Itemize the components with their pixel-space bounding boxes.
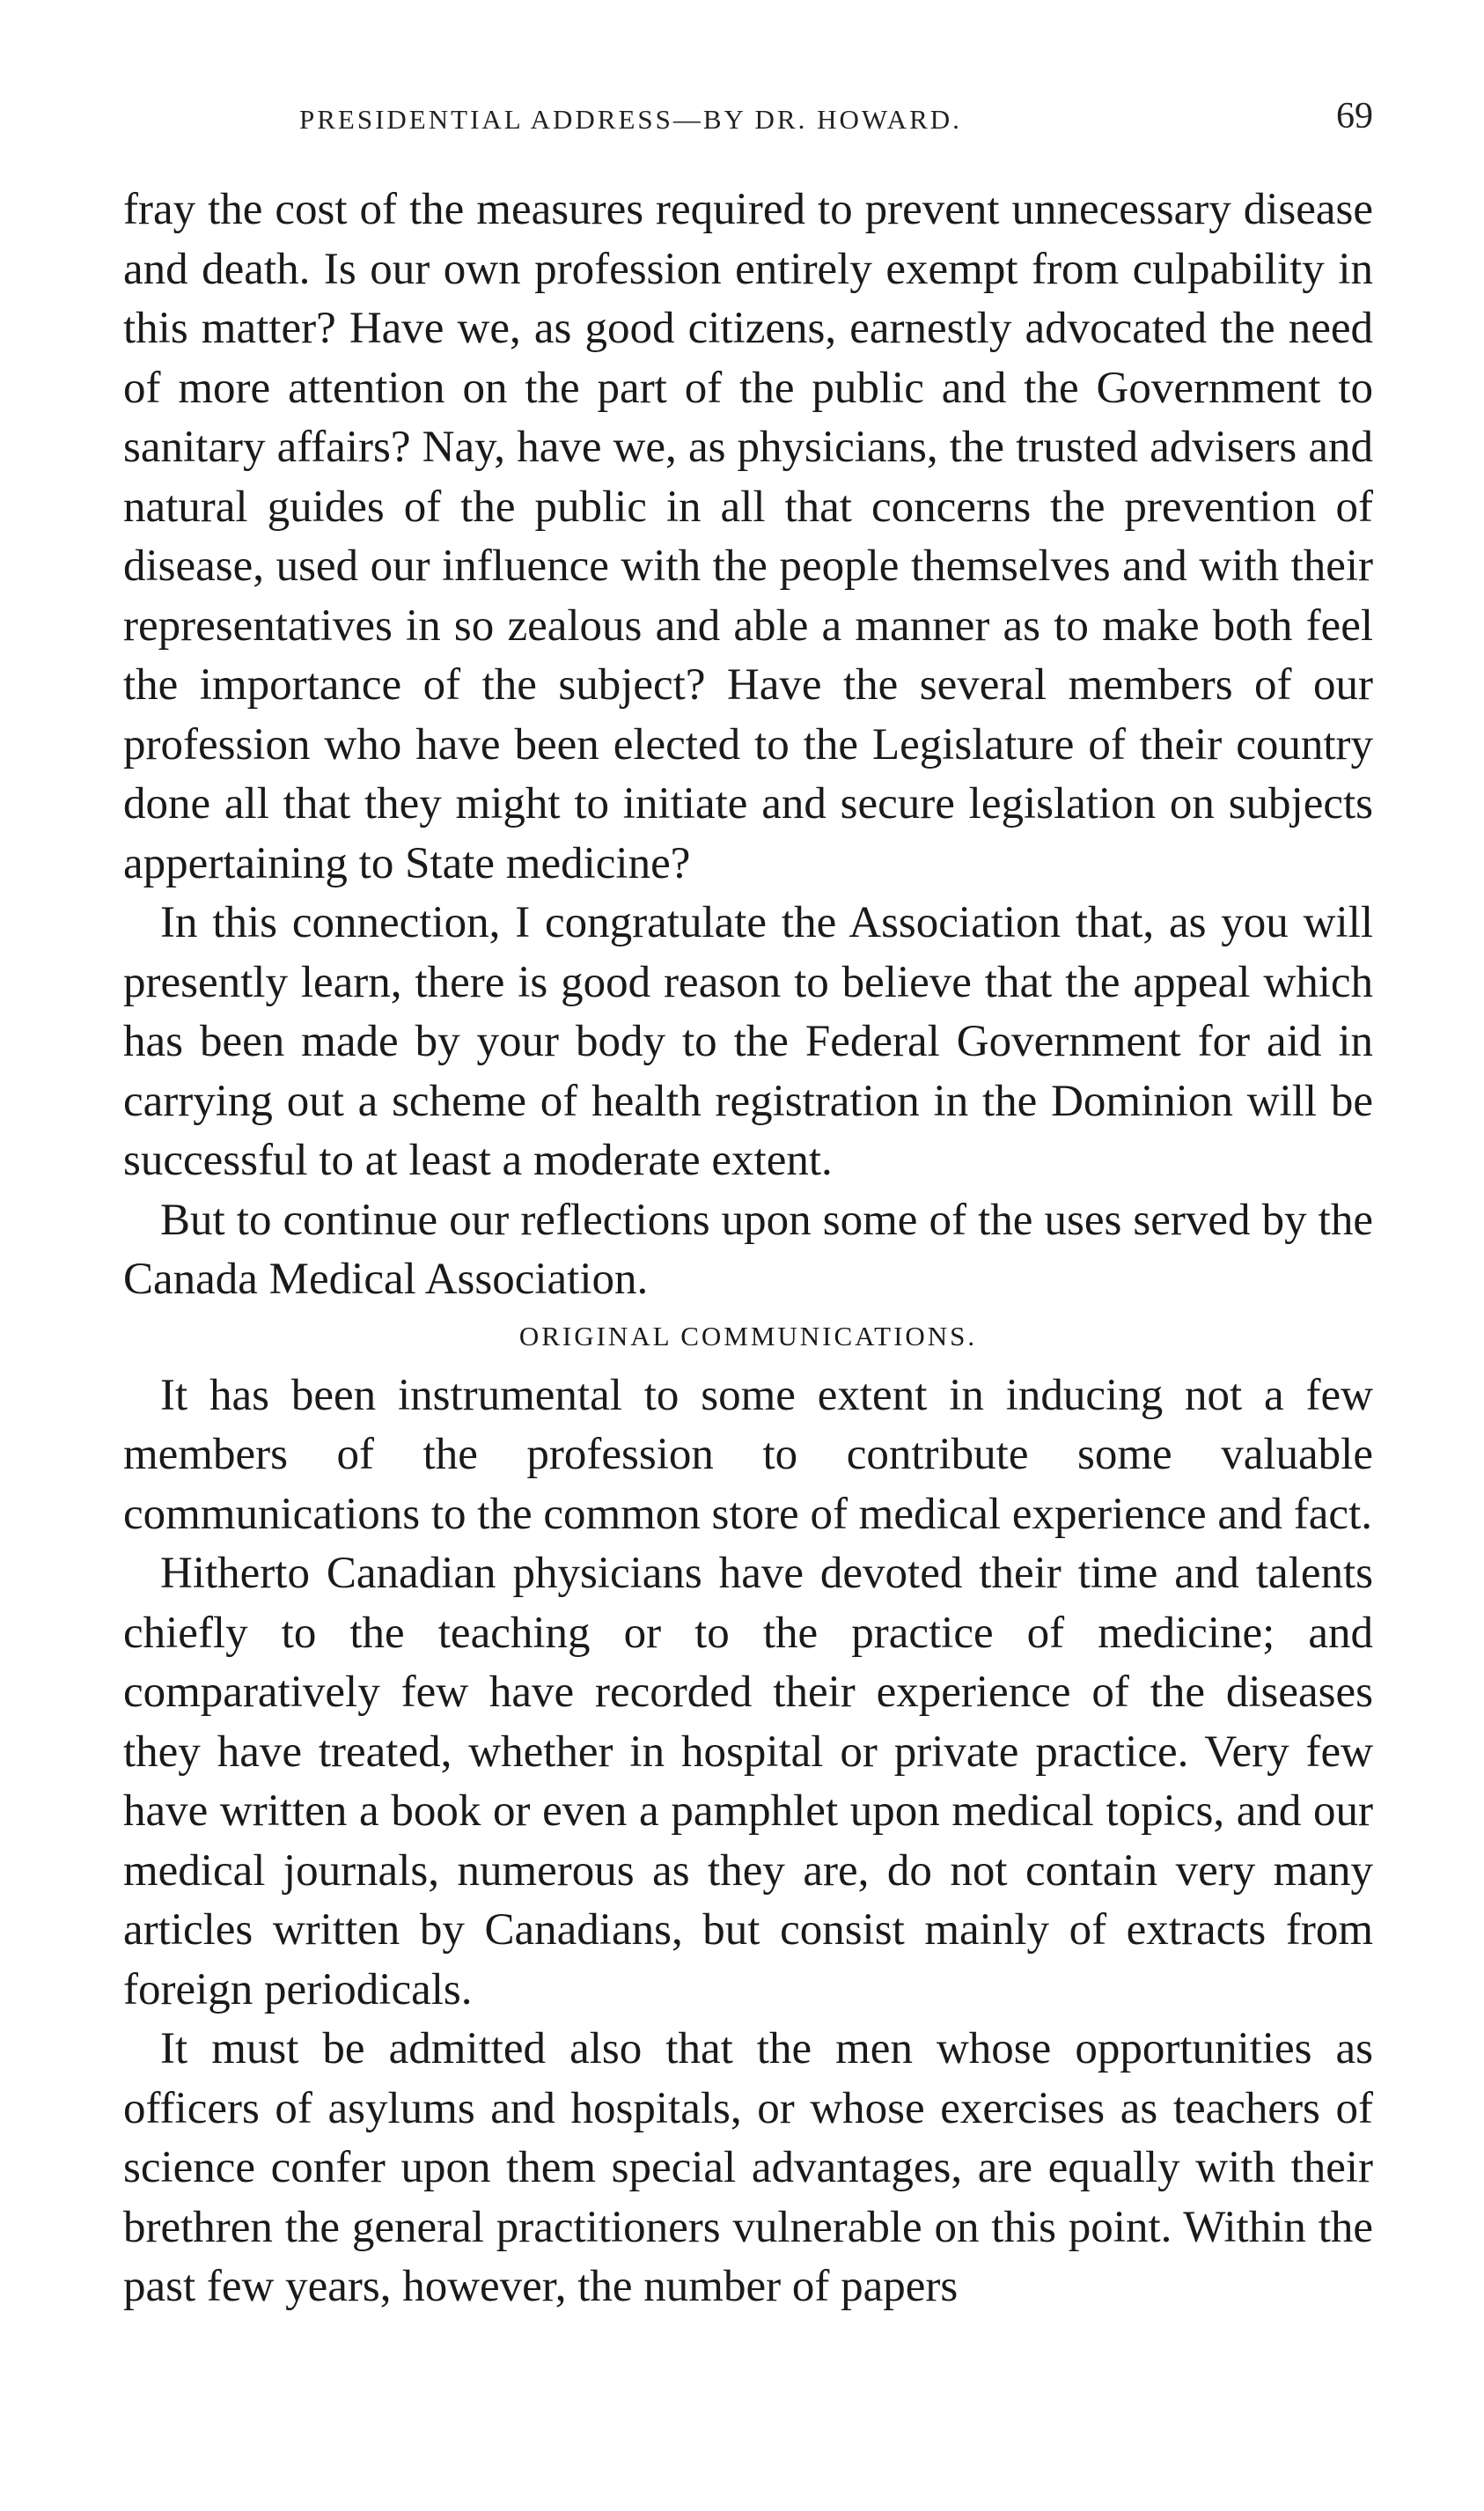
paragraph-instrumental: It has been instrumental to some extent in inducing not a few members of the profession to contribute some valuable communications to the common store of medical experience and fact. [123, 1370, 1373, 1539]
page-number: 69 [1336, 96, 1373, 136]
page-header [123, 95, 1373, 148]
paragraph-admitted: It must be admitted also that the men whose opportunities as officers of asylums and hospitals, or whose exercises as teachers of science confer upon them special advantages, are equally with their brethren the general practitioners vulnerable on this point. Within the past few years, however, the number of papers [123, 2024, 1373, 2311]
paragraph-continuation: fray the cost of the measures required to prevent unnecessary disease and death. Is our own profession entirely exempt from culpability in this matter? Have we, as good citizens, earnestly advocated the need of more attention on the part of the public and the Government to sanitary affairs? Nay, have we, as physicians, the trusted advisers and natural guides of the public in all that concerns the prevention of disease, used our influence with the people themselves and with their representatives in so zealous and able a manner as to make both feel the importance of the subject? Have the several members of our profession who have been elected to the Legislature of their country done all that they might to initiate and secure legislation on subjects appertaining to State medicine? [123, 185, 1373, 888]
paragraph-reflections: But to continue our reflections upon some of the uses served by the Canada Medical Association. [123, 1195, 1373, 1304]
body-text [123, 180, 1373, 2317]
paragraph-hitherto: Hitherto Canadian physicians have devoted their time and talents chiefly to the teaching or to the practice of medicine; and comparatively few have recorded their experience of the diseases they have treated, whether in hospital or private practice. Very few have written a book or even a pamphlet upon medical topics, and our medical journals, numerous as they are, do not contain very many articles written by Canadians, but consist mainly of extracts from foreign periodicals. [123, 1549, 1373, 2014]
running-head: PRESIDENTIAL ADDRESS—BY DR. HOWARD. [299, 104, 962, 135]
paragraph-congratulation: In this connection, I congratulate the Association that, as you will presently learn, there is good reason to believe that the appeal which has been made by your body to the Federal Government for aid in carrying out a scheme of health registration in the Dominion will be successful to at least a moderate extent. [123, 898, 1373, 1185]
section-heading: ORIGINAL COMMUNICATIONS. [518, 1320, 978, 1351]
